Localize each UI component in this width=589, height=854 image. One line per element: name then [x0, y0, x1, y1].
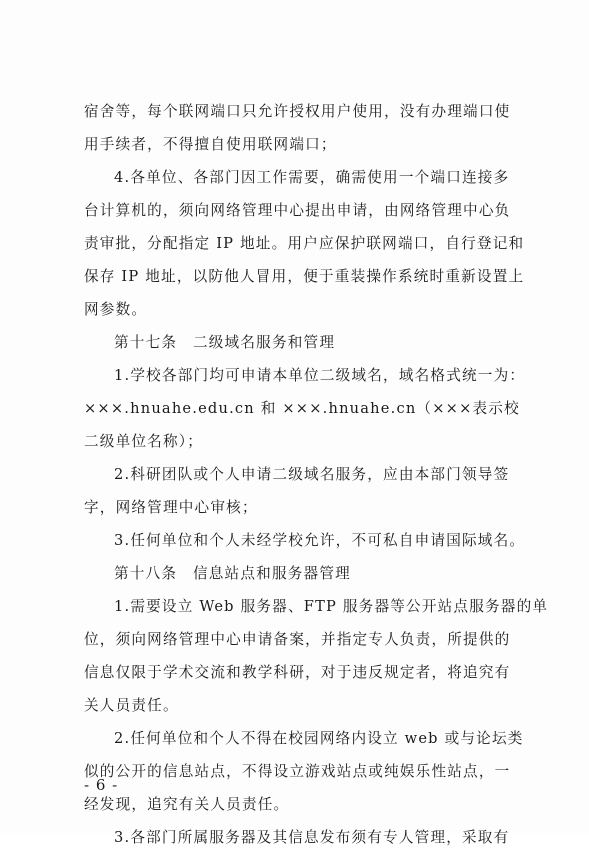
text-line: 二级单位名称）； — [84, 433, 204, 450]
text-line: 网参数。 — [84, 301, 148, 318]
text-line: 台计算机的，须向网络管理中心提出申请，由网络管理中心负 — [84, 202, 511, 219]
text-line: 第十八条 信息站点和服务器管理 — [114, 565, 351, 582]
text-line: 1.需要设立 Web 服务器、FTP 服务器等公开站点服务器的单 — [114, 598, 549, 615]
page-number: - 6 - — [84, 776, 119, 794]
document-body — [84, 95, 549, 854]
text-line: 关人员责任。 — [84, 697, 179, 714]
text-line: 4.各单位、各部门因工作需要，确需使用一个端口连接多 — [114, 169, 510, 186]
text-line: 2.任何单位和个人不得在校园网络内设立 web 或与论坛类 — [114, 730, 524, 747]
text-line: 3.任何单位和个人未经学校允许，不可私自申请国际域名。 — [114, 532, 526, 549]
text-line: 第十七条 二级域名服务和管理 — [114, 334, 336, 351]
text-line: 3.各部门所属服务器及其信息发布须有专人管理，采取有 — [114, 829, 510, 846]
text-line: ×××.hnuahe.edu.cn 和 ×××.hnuahe.cn（×××表示校 — [84, 400, 520, 417]
text-line: 2.科研团队或个人申请二级域名服务，应由本部门领导签 — [114, 466, 510, 483]
text-line: 经发现，追究有关人员责任。 — [84, 796, 290, 813]
text-line: 用手续者，不得擅自使用联网端口； — [84, 136, 337, 153]
text-line: 1.学校各部门均可申请本单位二级域名，域名格式统一为： — [114, 367, 526, 384]
text-line: 宿舍等，每个联网端口只允许授权用户使用，没有办理端口使 — [84, 103, 511, 120]
text-line: 位，须向网络管理中心申请备案，并指定专人负责，所提供的 — [84, 631, 511, 648]
text-line: 责审批，分配指定 IP 地址。用户应保护联网端口，自行登记和 — [84, 235, 525, 252]
text-line: 保存 IP 地址，以防他人冒用，便于重装操作系统时重新设置上 — [84, 268, 525, 285]
text-line: 字，网络管理中心审核； — [84, 499, 258, 516]
text-line: 信息仅限于学术交流和教学科研，对于违反规定者，将追究有 — [84, 664, 511, 681]
text-line: 似的公开的信息站点，不得设立游戏站点或纯娱乐性站点，一 — [84, 763, 511, 780]
